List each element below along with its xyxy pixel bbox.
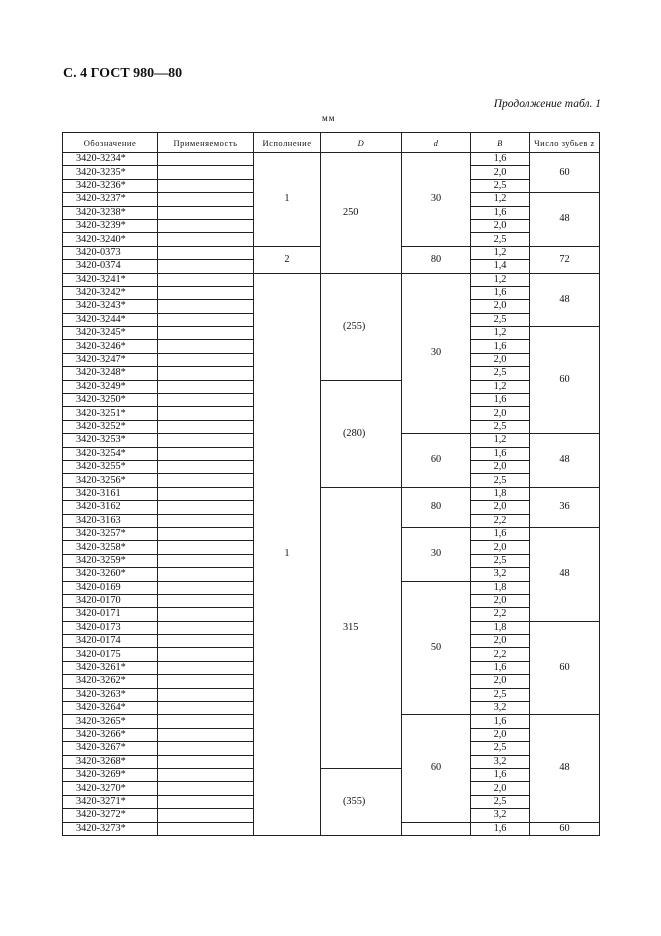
width-B-cell: 2,0 [471, 594, 530, 607]
applicability-cell [158, 300, 254, 313]
width-B-cell: 1,8 [471, 621, 530, 634]
width-B-cell: 1,6 [471, 715, 530, 728]
designation-cell: 3420-3247* [63, 353, 158, 366]
bore-d-cell: 30 [402, 273, 471, 434]
width-B-cell: 1,6 [471, 286, 530, 299]
width-B-cell: 1,2 [471, 434, 530, 447]
width-B-cell: 3,2 [471, 755, 530, 768]
applicability-cell [158, 487, 254, 500]
width-B-cell: 1,6 [471, 527, 530, 540]
teeth-count-cell: 36 [530, 487, 600, 527]
designation-cell: 3420-0174 [63, 635, 158, 648]
bore-d-cell [402, 822, 471, 835]
designation-cell: 3420-3267* [63, 742, 158, 755]
designation-cell: 3420-0170 [63, 594, 158, 607]
designation-cell: 3420-3263* [63, 688, 158, 701]
width-B-cell: 1,8 [471, 581, 530, 594]
designation-cell: 3420-3257* [63, 527, 158, 540]
col-header-designation: Обозначение [63, 133, 158, 153]
applicability-cell [158, 179, 254, 192]
designation-cell: 3420-3239* [63, 219, 158, 232]
applicability-cell [158, 581, 254, 594]
designation-cell: 3420-3270* [63, 782, 158, 795]
designation-cell: 3420-3262* [63, 675, 158, 688]
applicability-cell [158, 661, 254, 674]
width-B-cell: 3,2 [471, 809, 530, 822]
teeth-count-cell: 48 [530, 273, 600, 327]
designation-cell: 3420-3240* [63, 233, 158, 246]
col-header-d: d [402, 133, 471, 153]
col-header-applicability: Применяемость [158, 133, 254, 153]
designation-cell: 3420-3242* [63, 286, 158, 299]
applicability-cell [158, 594, 254, 607]
applicability-cell [158, 367, 254, 380]
page-header: С. 4 ГОСТ 980—80 [63, 66, 183, 81]
width-B-cell: 2,2 [471, 608, 530, 621]
width-B-cell: 2,5 [471, 554, 530, 567]
bore-d-cell: 30 [402, 527, 471, 581]
applicability-cell [158, 233, 254, 246]
designation-cell: 3420-3256* [63, 474, 158, 487]
execution-cell: 1 [254, 273, 321, 835]
width-B-cell: 2,5 [471, 742, 530, 755]
width-B-cell: 1,2 [471, 193, 530, 206]
applicability-cell [158, 474, 254, 487]
designation-cell: 3420-3254* [63, 447, 158, 460]
designation-cell: 3420-3237* [63, 193, 158, 206]
gear-table [62, 132, 600, 836]
bore-d-cell: 50 [402, 581, 471, 715]
designation-cell: 3420-0175 [63, 648, 158, 661]
execution-cell: 2 [254, 246, 321, 273]
width-B-cell: 2,5 [471, 313, 530, 326]
width-B-cell: 2,2 [471, 648, 530, 661]
designation-cell: 3420-3252* [63, 420, 158, 433]
teeth-count-cell: 72 [530, 246, 600, 273]
applicability-cell [158, 407, 254, 420]
applicability-cell [158, 755, 254, 768]
designation-cell: 3420-3251* [63, 407, 158, 420]
applicability-cell [158, 541, 254, 554]
applicability-cell [158, 460, 254, 473]
applicability-cell [158, 327, 254, 340]
designation-cell: 3420-3261* [63, 661, 158, 674]
width-B-cell: 1,2 [471, 327, 530, 340]
bore-d-cell: 80 [402, 487, 471, 527]
designation-cell: 3420-3268* [63, 755, 158, 768]
designation-cell: 3420-3244* [63, 313, 158, 326]
designation-cell: 3420-3260* [63, 568, 158, 581]
applicability-cell [158, 782, 254, 795]
diameter-D-cell: (355) [321, 768, 402, 835]
applicability-cell [158, 822, 254, 835]
designation-cell: 3420-3265* [63, 715, 158, 728]
table-row [63, 487, 600, 500]
col-header-teeth: Число зубьев z [530, 133, 600, 153]
table-row [63, 768, 600, 781]
width-B-cell: 1,6 [471, 447, 530, 460]
teeth-count-cell: 48 [530, 527, 600, 621]
applicability-cell [158, 702, 254, 715]
applicability-cell [158, 501, 254, 514]
width-B-cell: 3,2 [471, 702, 530, 715]
designation-cell: 3420-0374 [63, 260, 158, 273]
teeth-count-cell: 60 [530, 327, 600, 434]
designation-cell: 3420-3163 [63, 514, 158, 527]
width-B-cell: 1,6 [471, 768, 530, 781]
table-header-row [63, 133, 600, 153]
applicability-cell [158, 380, 254, 393]
designation-cell: 3420-0169 [63, 581, 158, 594]
designation-cell: 3420-3266* [63, 728, 158, 741]
designation-cell: 3420-3238* [63, 206, 158, 219]
designation-cell: 3420-0171 [63, 608, 158, 621]
col-header-execution: Исполнение [254, 133, 321, 153]
width-B-cell: 1,6 [471, 822, 530, 835]
designation-cell: 3420-3253* [63, 434, 158, 447]
teeth-count-cell: 48 [530, 715, 600, 822]
width-B-cell: 1,2 [471, 273, 530, 286]
designation-cell: 3420-0373 [63, 246, 158, 259]
width-B-cell: 2,5 [471, 179, 530, 192]
applicability-cell [158, 286, 254, 299]
applicability-cell [158, 394, 254, 407]
applicability-cell [158, 675, 254, 688]
applicability-cell [158, 313, 254, 326]
width-B-cell: 1,6 [471, 206, 530, 219]
diameter-D-cell: (255) [321, 273, 402, 380]
width-B-cell: 1,2 [471, 246, 530, 259]
designation-cell: 3420-3271* [63, 795, 158, 808]
width-B-cell: 2,0 [471, 219, 530, 232]
designation-cell: 3420-3269* [63, 768, 158, 781]
applicability-cell [158, 809, 254, 822]
applicability-cell [158, 434, 254, 447]
bore-d-cell: 60 [402, 715, 471, 822]
width-B-cell: 2,5 [471, 795, 530, 808]
applicability-cell [158, 153, 254, 166]
applicability-cell [158, 648, 254, 661]
width-B-cell: 2,0 [471, 501, 530, 514]
applicability-cell [158, 621, 254, 634]
width-B-cell: 3,2 [471, 568, 530, 581]
width-B-cell: 1,6 [471, 153, 530, 166]
applicability-cell [158, 246, 254, 259]
width-B-cell: 1,6 [471, 661, 530, 674]
designation-cell: 3420-3248* [63, 367, 158, 380]
applicability-cell [158, 260, 254, 273]
width-B-cell: 2,0 [471, 635, 530, 648]
designation-cell: 3420-3241* [63, 273, 158, 286]
applicability-cell [158, 728, 254, 741]
applicability-cell [158, 527, 254, 540]
designation-cell: 3420-3245* [63, 327, 158, 340]
teeth-count-cell: 60 [530, 153, 600, 193]
diameter-D-cell: 250 [321, 153, 402, 274]
designation-cell: 3420-3249* [63, 380, 158, 393]
applicability-cell [158, 742, 254, 755]
teeth-count-cell: 60 [530, 621, 600, 715]
width-B-cell: 2,0 [471, 166, 530, 179]
width-B-cell: 2,0 [471, 353, 530, 366]
applicability-cell [158, 420, 254, 433]
applicability-cell [158, 688, 254, 701]
bore-d-cell: 80 [402, 246, 471, 273]
width-B-cell: 1,8 [471, 487, 530, 500]
designation-cell: 3420-3273* [63, 822, 158, 835]
designation-cell: 3420-3236* [63, 179, 158, 192]
table-continuation-note: Продолжение табл. 1 [493, 98, 601, 110]
applicability-cell [158, 568, 254, 581]
applicability-cell [158, 768, 254, 781]
applicability-cell [158, 193, 254, 206]
diameter-D-cell: 315 [321, 487, 402, 768]
applicability-cell [158, 273, 254, 286]
designation-cell: 3420-3264* [63, 702, 158, 715]
diameter-D-cell: (280) [321, 380, 402, 487]
width-B-cell: 2,5 [471, 688, 530, 701]
bore-d-cell: 30 [402, 153, 471, 247]
applicability-cell [158, 219, 254, 232]
applicability-cell [158, 715, 254, 728]
table-row [63, 153, 600, 166]
teeth-count-cell: 48 [530, 434, 600, 488]
width-B-cell: 2,5 [471, 367, 530, 380]
width-B-cell: 2,5 [471, 233, 530, 246]
designation-cell: 3420-3259* [63, 554, 158, 567]
width-B-cell: 2,0 [471, 782, 530, 795]
width-B-cell: 2,5 [471, 420, 530, 433]
applicability-cell [158, 206, 254, 219]
width-B-cell: 2,5 [471, 474, 530, 487]
designation-cell: 3420-3243* [63, 300, 158, 313]
applicability-cell [158, 447, 254, 460]
width-B-cell: 2,0 [471, 407, 530, 420]
designation-cell: 3420-3246* [63, 340, 158, 353]
table-row [63, 380, 600, 393]
designation-cell: 3420-3255* [63, 460, 158, 473]
applicability-cell [158, 608, 254, 621]
applicability-cell [158, 340, 254, 353]
designation-cell: 3420-3258* [63, 541, 158, 554]
width-B-cell: 1,4 [471, 260, 530, 273]
width-B-cell: 1,6 [471, 340, 530, 353]
width-B-cell: 2,0 [471, 728, 530, 741]
width-B-cell: 1,6 [471, 394, 530, 407]
designation-cell: 3420-3250* [63, 394, 158, 407]
applicability-cell [158, 795, 254, 808]
width-B-cell: 2,0 [471, 460, 530, 473]
applicability-cell [158, 554, 254, 567]
table-row [63, 273, 600, 286]
applicability-cell [158, 166, 254, 179]
applicability-cell [158, 635, 254, 648]
applicability-cell [158, 353, 254, 366]
col-header-B: B [471, 133, 530, 153]
execution-cell: 1 [254, 153, 321, 247]
designation-cell: 3420-3272* [63, 809, 158, 822]
designation-cell: 3420-3162 [63, 501, 158, 514]
teeth-count-cell: 60 [530, 822, 600, 835]
designation-cell: 3420-3161 [63, 487, 158, 500]
width-B-cell: 2,2 [471, 514, 530, 527]
col-header-D: D [321, 133, 402, 153]
designation-cell: 3420-3235* [63, 166, 158, 179]
width-B-cell: 1,2 [471, 380, 530, 393]
unit-label: мм [322, 113, 336, 123]
width-B-cell: 2,0 [471, 300, 530, 313]
applicability-cell [158, 514, 254, 527]
designation-cell: 3420-0173 [63, 621, 158, 634]
bore-d-cell: 60 [402, 434, 471, 488]
designation-cell: 3420-3234* [63, 153, 158, 166]
width-B-cell: 2,0 [471, 541, 530, 554]
teeth-count-cell: 48 [530, 193, 600, 247]
width-B-cell: 2,0 [471, 675, 530, 688]
